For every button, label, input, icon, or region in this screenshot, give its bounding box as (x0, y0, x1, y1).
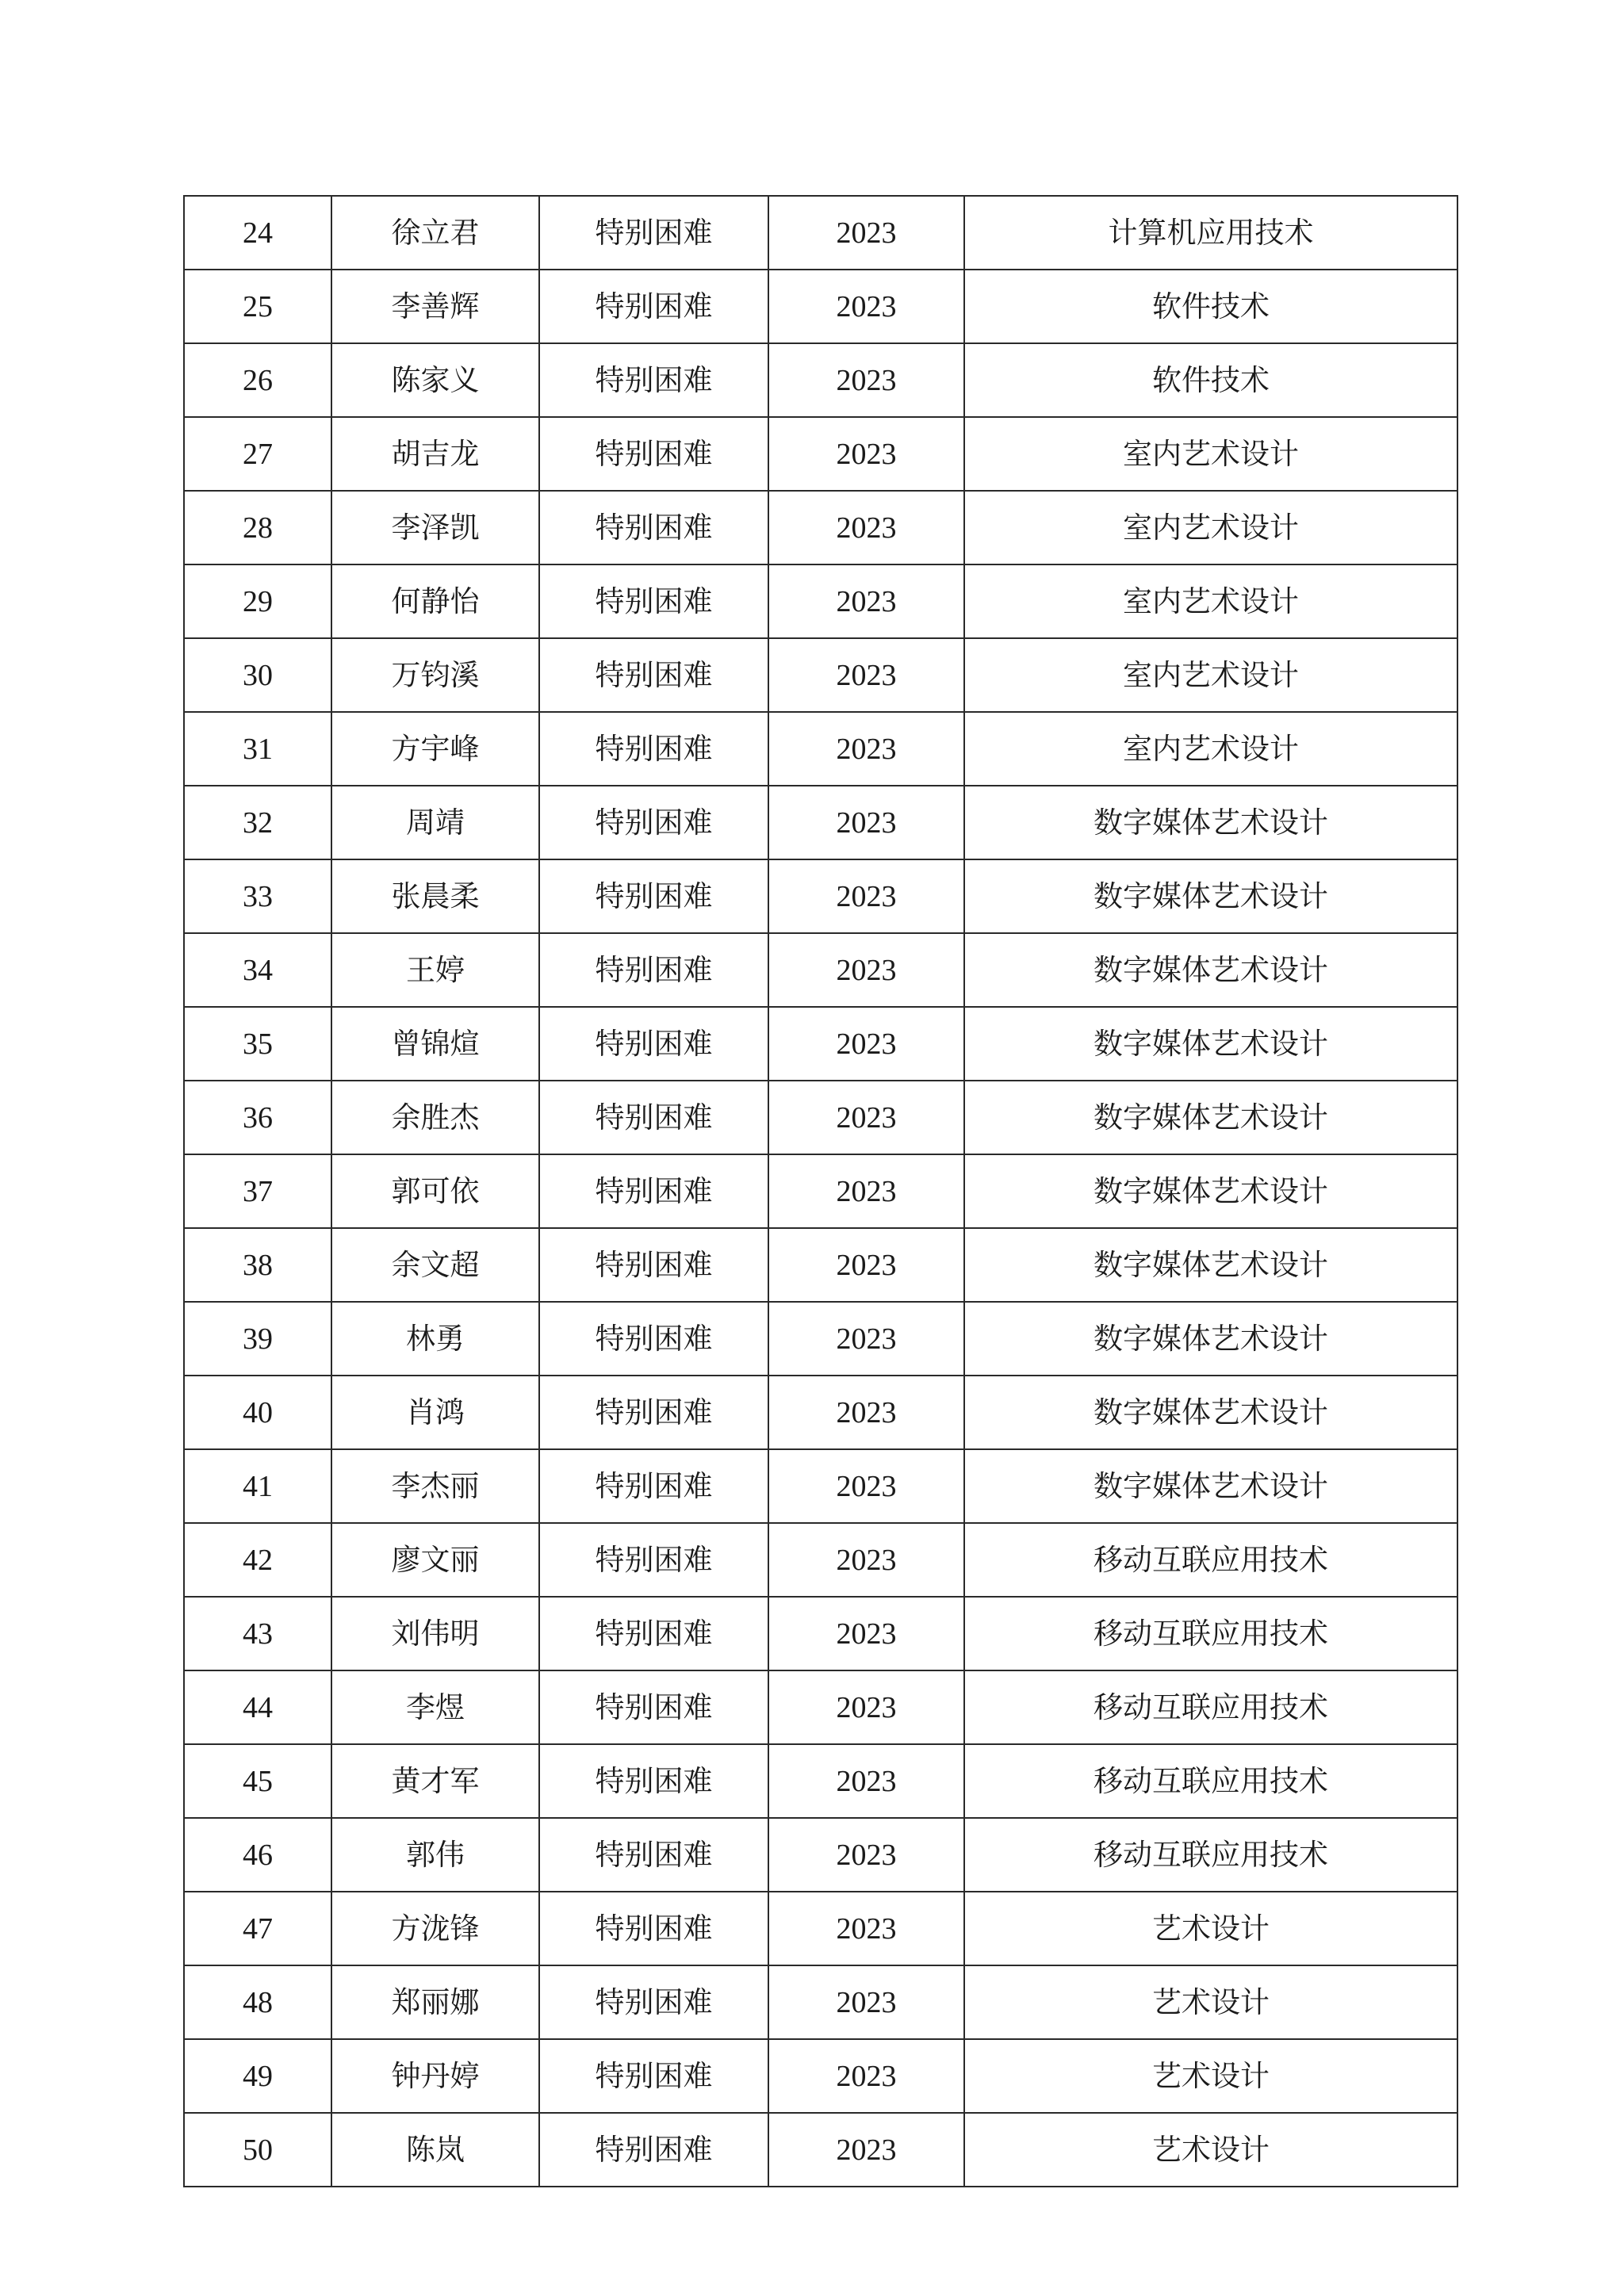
major-cell: 室内艺术设计 (964, 638, 1457, 712)
enrollment-year-cell: 2023 (768, 1818, 964, 1892)
table-row (184, 343, 1457, 417)
major-cell: 软件技术 (964, 343, 1457, 417)
difficulty-level-cell: 特别困难 (539, 1965, 768, 2039)
major-cell: 艺术设计 (964, 1965, 1457, 2039)
serial-number-cell: 27 (184, 417, 331, 491)
difficulty-level-cell: 特别困难 (539, 1228, 768, 1302)
serial-number-cell: 25 (184, 270, 331, 343)
major-cell: 移动互联应用技术 (964, 1523, 1457, 1597)
table-row (184, 1965, 1457, 2039)
serial-number-cell: 46 (184, 1818, 331, 1892)
difficulty-level-cell: 特别困难 (539, 859, 768, 933)
major-cell: 数字媒体艺术设计 (964, 1376, 1457, 1449)
table-row (184, 2113, 1457, 2187)
serial-number-cell: 44 (184, 1670, 331, 1744)
enrollment-year-cell: 2023 (768, 1744, 964, 1818)
difficulty-level-cell: 特别困难 (539, 1597, 768, 1670)
enrollment-year-cell: 2023 (768, 1081, 964, 1154)
student-name-cell: 刘伟明 (331, 1597, 539, 1670)
major-cell: 移动互联应用技术 (964, 1597, 1457, 1670)
student-name-cell: 余文超 (331, 1228, 539, 1302)
student-name-cell: 陈岚 (331, 2113, 539, 2187)
serial-number-cell: 38 (184, 1228, 331, 1302)
serial-number-cell: 48 (184, 1965, 331, 2039)
serial-number-cell: 24 (184, 196, 331, 270)
student-name-cell: 徐立君 (331, 196, 539, 270)
serial-number-cell: 47 (184, 1892, 331, 1965)
major-cell: 数字媒体艺术设计 (964, 933, 1457, 1007)
student-name-cell: 方泷锋 (331, 1892, 539, 1965)
enrollment-year-cell: 2023 (768, 270, 964, 343)
enrollment-year-cell: 2023 (768, 933, 964, 1007)
serial-number-cell: 29 (184, 564, 331, 638)
major-cell: 数字媒体艺术设计 (964, 1302, 1457, 1376)
table-row (184, 1818, 1457, 1892)
major-cell: 室内艺术设计 (964, 712, 1457, 786)
major-cell: 数字媒体艺术设计 (964, 1007, 1457, 1081)
serial-number-cell: 50 (184, 2113, 331, 2187)
major-cell: 数字媒体艺术设计 (964, 1081, 1457, 1154)
student-name-cell: 李煜 (331, 1670, 539, 1744)
table-row (184, 1376, 1457, 1449)
major-cell: 数字媒体艺术设计 (964, 1449, 1457, 1523)
table-row (184, 859, 1457, 933)
serial-number-cell: 26 (184, 343, 331, 417)
table-row (184, 786, 1457, 859)
serial-number-cell: 36 (184, 1081, 331, 1154)
table-row (184, 491, 1457, 564)
enrollment-year-cell: 2023 (768, 859, 964, 933)
student-name-cell: 余胜杰 (331, 1081, 539, 1154)
major-cell: 计算机应用技术 (964, 196, 1457, 270)
difficulty-level-cell: 特别困难 (539, 1449, 768, 1523)
major-cell: 数字媒体艺术设计 (964, 1228, 1457, 1302)
table-row (184, 1302, 1457, 1376)
major-cell: 室内艺术设计 (964, 564, 1457, 638)
difficulty-level-cell: 特别困难 (539, 1670, 768, 1744)
table-row (184, 564, 1457, 638)
student-name-cell: 陈家义 (331, 343, 539, 417)
difficulty-level-cell: 特别困难 (539, 1744, 768, 1818)
student-name-cell: 肖鸿 (331, 1376, 539, 1449)
enrollment-year-cell: 2023 (768, 1302, 964, 1376)
table-row (184, 1892, 1457, 1965)
difficulty-level-cell: 特别困难 (539, 1892, 768, 1965)
enrollment-year-cell: 2023 (768, 564, 964, 638)
difficulty-level-cell: 特别困难 (539, 270, 768, 343)
enrollment-year-cell: 2023 (768, 491, 964, 564)
student-name-cell: 廖文丽 (331, 1523, 539, 1597)
enrollment-year-cell: 2023 (768, 1965, 964, 2039)
major-cell: 移动互联应用技术 (964, 1818, 1457, 1892)
enrollment-year-cell: 2023 (768, 638, 964, 712)
enrollment-year-cell: 2023 (768, 417, 964, 491)
difficulty-level-cell: 特别困难 (539, 1302, 768, 1376)
difficulty-level-cell: 特别困难 (539, 1376, 768, 1449)
student-name-cell: 林勇 (331, 1302, 539, 1376)
table-row (184, 1007, 1457, 1081)
student-name-cell: 周靖 (331, 786, 539, 859)
difficulty-level-cell: 特别困难 (539, 933, 768, 1007)
difficulty-level-cell: 特别困难 (539, 638, 768, 712)
student-name-cell: 郭可依 (331, 1154, 539, 1228)
serial-number-cell: 33 (184, 859, 331, 933)
enrollment-year-cell: 2023 (768, 1376, 964, 1449)
enrollment-year-cell: 2023 (768, 2113, 964, 2187)
difficulty-level-cell: 特别困难 (539, 564, 768, 638)
major-cell: 室内艺术设计 (964, 417, 1457, 491)
difficulty-level-cell: 特别困难 (539, 1007, 768, 1081)
serial-number-cell: 35 (184, 1007, 331, 1081)
serial-number-cell: 49 (184, 2039, 331, 2113)
table-row (184, 1744, 1457, 1818)
table-row (184, 417, 1457, 491)
student-name-cell: 张晨柔 (331, 859, 539, 933)
enrollment-year-cell: 2023 (768, 1597, 964, 1670)
major-cell: 移动互联应用技术 (964, 1744, 1457, 1818)
difficulty-level-cell: 特别困难 (539, 343, 768, 417)
serial-number-cell: 31 (184, 712, 331, 786)
table-row (184, 933, 1457, 1007)
enrollment-year-cell: 2023 (768, 196, 964, 270)
serial-number-cell: 28 (184, 491, 331, 564)
enrollment-year-cell: 2023 (768, 1007, 964, 1081)
serial-number-cell: 37 (184, 1154, 331, 1228)
roster-table-body (184, 196, 1457, 2187)
serial-number-cell: 34 (184, 933, 331, 1007)
serial-number-cell: 41 (184, 1449, 331, 1523)
major-cell: 移动互联应用技术 (964, 1670, 1457, 1744)
serial-number-cell: 40 (184, 1376, 331, 1449)
table-row (184, 1154, 1457, 1228)
table-row (184, 270, 1457, 343)
serial-number-cell: 42 (184, 1523, 331, 1597)
difficulty-level-cell: 特别困难 (539, 196, 768, 270)
serial-number-cell: 30 (184, 638, 331, 712)
difficulty-level-cell: 特别困难 (539, 491, 768, 564)
table-row (184, 1597, 1457, 1670)
difficulty-level-cell: 特别困难 (539, 786, 768, 859)
table-row (184, 1228, 1457, 1302)
difficulty-level-cell: 特别困难 (539, 2113, 768, 2187)
student-name-cell: 黄才军 (331, 1744, 539, 1818)
serial-number-cell: 45 (184, 1744, 331, 1818)
enrollment-year-cell: 2023 (768, 1154, 964, 1228)
student-name-cell: 郑丽娜 (331, 1965, 539, 2039)
enrollment-year-cell: 2023 (768, 2039, 964, 2113)
enrollment-year-cell: 2023 (768, 1449, 964, 1523)
table-row (184, 1081, 1457, 1154)
student-name-cell: 李杰丽 (331, 1449, 539, 1523)
serial-number-cell: 39 (184, 1302, 331, 1376)
student-name-cell: 钟丹婷 (331, 2039, 539, 2113)
difficulty-level-cell: 特别困难 (539, 1818, 768, 1892)
difficulty-level-cell: 特别困难 (539, 712, 768, 786)
table-row (184, 2039, 1457, 2113)
major-cell: 数字媒体艺术设计 (964, 859, 1457, 933)
table-row (184, 712, 1457, 786)
student-name-cell: 曾锦煊 (331, 1007, 539, 1081)
table-row (184, 196, 1457, 270)
major-cell: 艺术设计 (964, 2039, 1457, 2113)
student-name-cell: 何静怡 (331, 564, 539, 638)
major-cell: 数字媒体艺术设计 (964, 1154, 1457, 1228)
student-name-cell: 万钧溪 (331, 638, 539, 712)
table-row (184, 638, 1457, 712)
enrollment-year-cell: 2023 (768, 1670, 964, 1744)
student-name-cell: 胡吉龙 (331, 417, 539, 491)
enrollment-year-cell: 2023 (768, 712, 964, 786)
major-cell: 艺术设计 (964, 1892, 1457, 1965)
student-name-cell: 李善辉 (331, 270, 539, 343)
enrollment-year-cell: 2023 (768, 1523, 964, 1597)
student-roster-table (183, 195, 1458, 2187)
table-row (184, 1670, 1457, 1744)
serial-number-cell: 43 (184, 1597, 331, 1670)
enrollment-year-cell: 2023 (768, 786, 964, 859)
enrollment-year-cell: 2023 (768, 1892, 964, 1965)
difficulty-level-cell: 特别困难 (539, 417, 768, 491)
enrollment-year-cell: 2023 (768, 1228, 964, 1302)
serial-number-cell: 32 (184, 786, 331, 859)
student-name-cell: 李泽凯 (331, 491, 539, 564)
difficulty-level-cell: 特别困难 (539, 1081, 768, 1154)
difficulty-level-cell: 特别困难 (539, 1154, 768, 1228)
student-name-cell: 郭伟 (331, 1818, 539, 1892)
major-cell: 软件技术 (964, 270, 1457, 343)
enrollment-year-cell: 2023 (768, 343, 964, 417)
table-row (184, 1523, 1457, 1597)
student-name-cell: 方宇峰 (331, 712, 539, 786)
difficulty-level-cell: 特别困难 (539, 1523, 768, 1597)
major-cell: 室内艺术设计 (964, 491, 1457, 564)
major-cell: 艺术设计 (964, 2113, 1457, 2187)
difficulty-level-cell: 特别困难 (539, 2039, 768, 2113)
table-row (184, 1449, 1457, 1523)
major-cell: 数字媒体艺术设计 (964, 786, 1457, 859)
student-name-cell: 王婷 (331, 933, 539, 1007)
